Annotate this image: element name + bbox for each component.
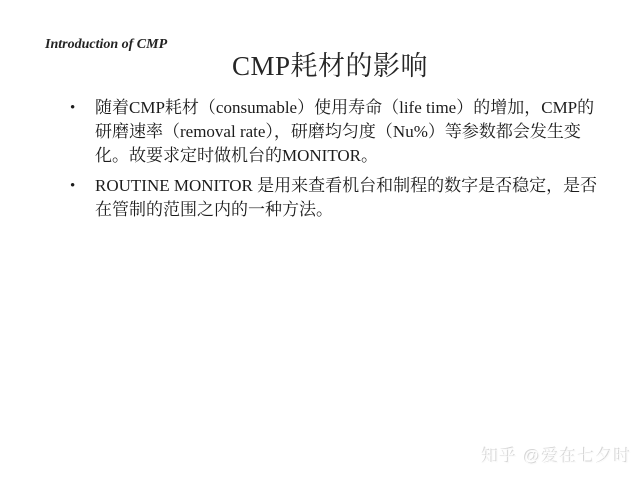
bullet-list bbox=[70, 96, 611, 228]
slide-header-label: Introduction of CMP bbox=[45, 37, 168, 52]
page-title: CMP耗材的影响 bbox=[231, 51, 429, 81]
bullet-icon: • bbox=[70, 178, 76, 194]
bullet-text: ROUTINE MONITOR 是用来查看机台和制程的数字是否稳定，是否在管制的范围之内的一种方法。 bbox=[95, 176, 598, 219]
list-item bbox=[70, 174, 611, 222]
bullet-icon: • bbox=[70, 100, 76, 116]
list-item bbox=[70, 96, 611, 168]
watermark: 知乎 @爱在七夕时 bbox=[482, 447, 632, 466]
bullet-text: 随着CMP耗材（consumable）使用寿命（life time）的增加，CMP的研磨速率（removal rate），研磨均匀度（Nu%）等参数都会发生变化。故要求定时做机台的MONITOR。 bbox=[95, 98, 595, 165]
